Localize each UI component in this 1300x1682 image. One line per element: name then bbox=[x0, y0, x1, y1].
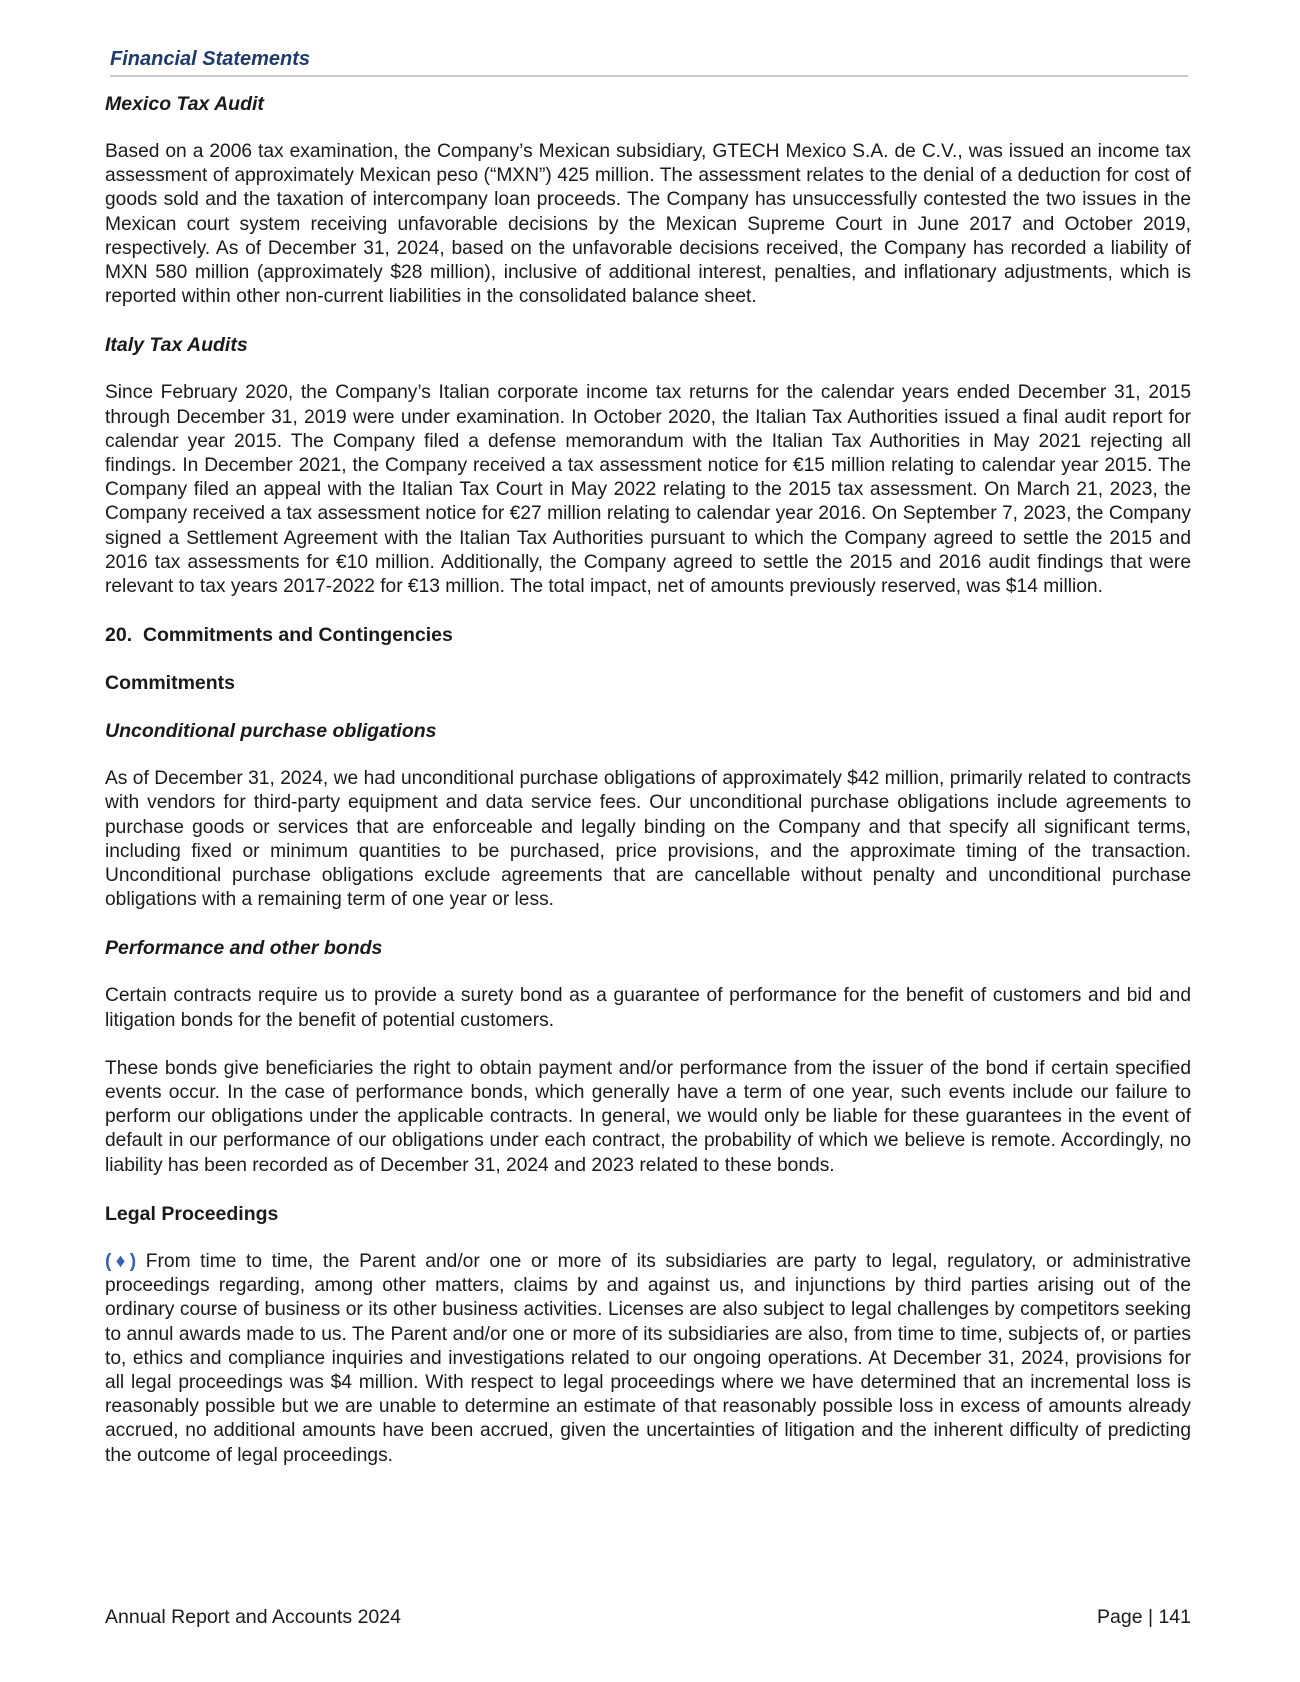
unconditional-obligations-paragraph: As of December 31, 2024, we had unconditional purchase obligations of approximately $42 million, primarily related to contracts with vendors for third-party equipment and data service fees. Our unconditional purchase obligations include agreements to purchase goods or services that are enforceable and legally binding on the Company and that specify all significant terms, including fixed or minimum quantities to be purchased, price provisions, and the approximate timing of the transaction. Unconditional purchase obligations exclude agreements that are cancellable without penalty and unconditional purchase obligations with a remaining term of one year or less. bbox=[105, 768, 1191, 911]
diamond-marker-icon: (♦) bbox=[105, 1250, 137, 1272]
footer-report-title: Annual Report and Accounts 2024 bbox=[105, 1606, 401, 1628]
performance-bonds-paragraph-2: These bonds give beneficiaries the right to obtain payment and/or performance from the issuer of the bond if certain specified events occur. In the case of performance bonds, which generally have a term of one year, such events include our failure to perform our obligations under the applicable contracts. In general, we would only be liable for these guarantees in the event of default in our performance of our obligations under each contract, the probability of which we believe is remote. Accordingly, no liability has been recorded as of December 31, 2024 and 2023 related to these bonds. bbox=[105, 1057, 1191, 1176]
legal-proceedings-text: From time to time, the Parent and/or one or more of its subsidiaries are party to legal, regulatory, or administrative proceedings regarding, among other matters, claims by and against us, and injunctions by third parties arising out of the ordinary course of business or its other business activities. Licenses are also subject to legal challenges by competitors seeking to annul awards made to us. The Parent and/or one or more of its subsidiaries are also, from time to time, subjects of, or parties to, ethics and compliance inquiries and investigations related to our ongoing operations. At December 31, 2024, provisions for all legal proceedings was $4 million. With respect to legal proceedings where we have determined that an incremental loss is reasonably possible but we are unable to determine an estimate of that reasonably possible loss in excess of amounts already accrued, no additional amounts have been accrued, given the uncertainties of litigation and the inherent difficulty of predicting the outcome of legal proceedings. bbox=[105, 1250, 1191, 1466]
performance-bonds-title: Performance and other bonds bbox=[105, 937, 383, 960]
performance-bonds-paragraph-1: Certain contracts require us to provide a surety bond as a guarantee of performance for the benefit of customers and bid and litigation bonds for the benefit of potential customers. bbox=[105, 985, 1191, 1031]
document-body bbox=[105, 92, 1191, 1492]
mexico-tax-audit-paragraph: Based on a 2006 tax examination, the Company’s Mexican subsidiary, GTECH Mexico S.A. de C.V., was issued an income tax assessment of approximately Mexican peso (“MXN”) 425 million. The assessment relates to the denial of a deduction for cost of goods sold and the taxation of intercompany loan proceeds. The Company has unsuccessfully contested the two issues in the Mexican court system receiving unfavorable decisions by the Mexican Supreme Court in June 2017 and October 2019, respectively. As of December 31, 2024, based on the unfavorable decisions received, the Company has recorded a liability of MXN 580 million (approximately $28 million), inclusive of additional interest, penalties, and inflationary adjustments, which is reported within other non-current liabilities in the consolidated balance sheet. bbox=[105, 141, 1191, 308]
header-title: Financial Statements bbox=[110, 48, 311, 70]
italy-tax-audits-title: Italy Tax Audits bbox=[105, 334, 248, 357]
page-footer bbox=[105, 1606, 1191, 1629]
footer-page-number: Page | 141 bbox=[1097, 1606, 1191, 1628]
unconditional-obligations-title: Unconditional purchase obligations bbox=[105, 720, 437, 743]
page-header bbox=[110, 48, 1188, 77]
commitments-contingencies-heading: 20. Commitments and Contingencies bbox=[105, 624, 453, 647]
mexico-tax-audit-title: Mexico Tax Audit bbox=[105, 93, 264, 115]
commitments-subheading: Commitments bbox=[105, 672, 236, 695]
legal-proceedings-paragraph bbox=[105, 1250, 1191, 1468]
italy-tax-audits-paragraph: Since February 2020, the Company’s Italian corporate income tax returns for the calendar years ended December 31, 2015 through December 31, 2019 were under examination. In October 2020, the Italian Tax Authorities issued a final audit report for calendar year 2015. The Company filed a defense memorandum with the Italian Tax Authorities in May 2021 rejecting all findings. In December 2021, the Company received a tax assessment notice for €15 million relating to calendar year 2015. The Company filed an appeal with the Italian Tax Court in May 2022 relating to the 2015 tax assessment. On March 21, 2023, the Company received a tax assessment notice for €27 million relating to calendar year 2016. On September 7, 2023, the Company signed a Settlement Agreement with the Italian Tax Authorities pursuant to which the Company agreed to settle the 2015 and 2016 tax assessments for €10 million. Additionally, the Company agreed to settle the 2015 and 2016 audit findings that were relevant to tax years 2017-2022 for €13 million. The total impact, net of amounts previously reserved, was $14 million. bbox=[105, 382, 1191, 598]
legal-proceedings-title: Legal Proceedings bbox=[105, 1202, 279, 1225]
